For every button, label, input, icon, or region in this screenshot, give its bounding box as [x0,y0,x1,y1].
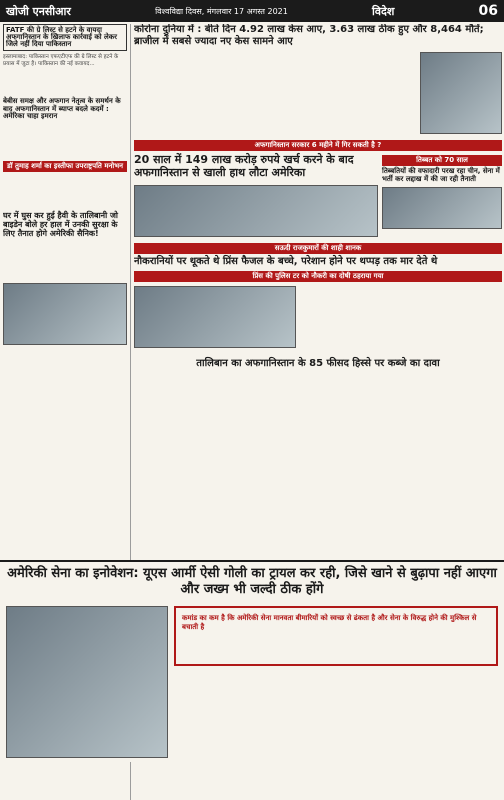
fatf-intro: इस्लामाबाद: पाकिस्तान एफएटीएफ की ग्रे लिस्ट से हटने के प्रयास में जुटा है। पाकिस्तान की नई कवायद... [3,54,121,67]
left-red-banner: डॉ तुमाह शर्मा का इस्तीफा उपराष्ट्रपति मनोभन [3,161,127,172]
army-photo [6,606,168,758]
tibet-headline: तिब्बतियों की वफादारी परख रहा चीन, सेना में भर्ती कर लद्दाख में की जा रही तैनाती [382,167,500,183]
left-sub-headline-1: बेबीस समक्ष और अफगान नेतृत्व के समर्थन के बाद अफगानिस्तान में ब्याप्त बदले कदमें : अमेरिका चाहा इमरान [3,97,121,121]
afghan-label: अफगानिस्तान सरकार 6 महीने में गिर सकती है ? [134,140,502,151]
prince-photo [134,286,296,348]
tibet-photo [382,187,502,229]
edition-date: विश्वविद्या दिवस, मंगलवार 17 अगस्त 2021 [155,6,288,16]
army-pill-headline: अमेरिकी सेना का इनोवेशन: यूएस आर्मी ऐसी गोली का ट्रायल कर रही, जिसे खाने से बुढ़ापा नहीं आएगा और जख्म भी जल्दी ठीक होंगे [7,566,497,597]
fatf-headline: FATF की ग्रे लिस्ट से हटने के वायदा अफगानिस्तान के खिलाफ कार्रवाई को लेकर जिले नहीं दिया पाकिस्तान [3,24,127,51]
faizal-label: सऊदी राजकुमारों की शाही शानक [134,243,502,254]
faizal-headline: नौकरानियों पर थूकते थे प्रिंस फैजल के बच्चे, परेशान होने पर थप्पड़ तक मार देते थे [134,256,438,267]
brand-name: खोजी एनसीआर [6,4,71,18]
soldiers-photo [3,283,127,345]
left-sub-headline-2: घर में घुस कर हुई हैवी के तालिबानी जो बाइडेन बोले हर हाल में उनकी सुरक्षा के लिए तैनात होगे अमेरिकी सैनिक! [3,211,118,238]
section-title: विदेश [372,4,395,18]
tibet-label: तिब्बत को 70 साल [382,155,502,166]
faizal-sub-banner: प्रिंस की पुलिस टर को नौकरी का दोषी ठहराया गया [134,271,502,282]
corona-story-text [134,52,416,132]
bottom-section [0,560,504,762]
afghan-headline: 20 साल में 149 लाख करोड़ रुपये खर्च करने के बाद अफगानिस्तान से खाली हाथ लौटा अमेरिका [134,153,354,179]
afghan-protest-photo [134,185,378,237]
taliban-headline: तालिबान का अफगानिस्तान के 85 फीसद हिस्से पर कब्जे का दावा [196,358,440,369]
masthead [0,0,504,22]
pull-quote: कमांड का कम है कि अमेरिकी सेना मानवता बीमारियों को स्वच्छ से ढंकता है और सेना के विरुद्ध होने की मुश्किल से बचाती है [174,606,498,666]
covid-photo [420,52,502,134]
corona-headline: कोरोना दुनिया में : बीते दिन 4.92 लाख केस आए, 3.63 लाख ठीक हुए और 8,464 मौतें; ब्राजील में सबसे ज्यादा नए केस सामने आए [134,24,484,47]
page-number: 06 [478,3,498,19]
